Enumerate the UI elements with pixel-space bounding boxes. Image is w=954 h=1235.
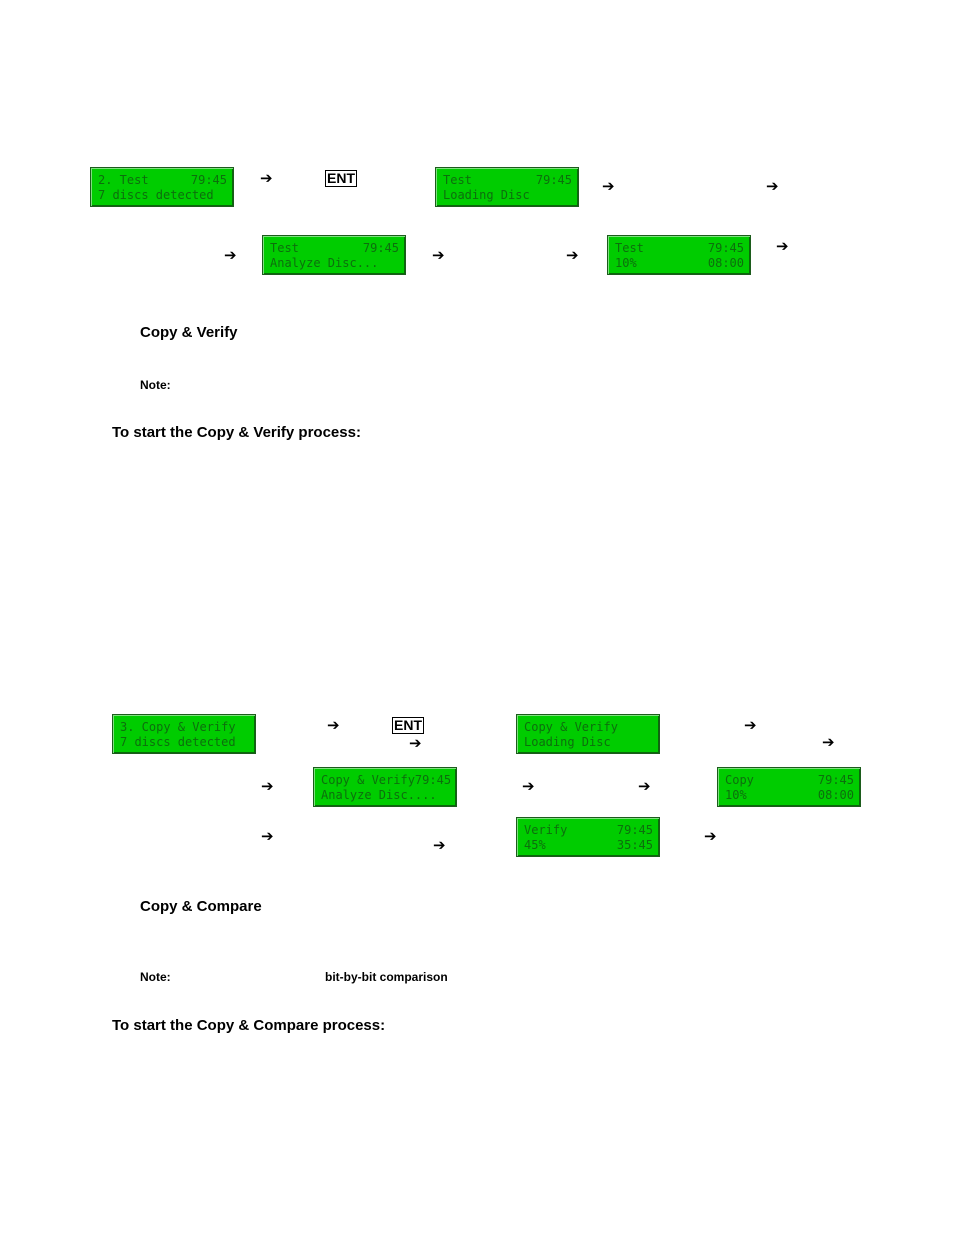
lcd-line1-right: 79:45 <box>817 773 854 787</box>
lcd-cv-detected <box>112 714 256 754</box>
lcd-line1-left: 2. Test <box>98 173 149 187</box>
arrow-icon: ➔ <box>409 734 422 752</box>
ent-key-icon: ENT <box>394 717 422 733</box>
lcd-line1-right: 79:45 <box>535 173 572 187</box>
lcd-line2-left: 45% <box>524 838 546 852</box>
arrow-icon: ➔ <box>260 169 273 187</box>
lcd-cv-analyze <box>313 767 457 807</box>
lcd-line1-left: Copy & Verify <box>321 773 415 787</box>
lcd-line1-left: 3. Copy & Verify <box>120 720 236 734</box>
lcd-line2-left: Loading Disc <box>524 735 611 749</box>
lcd-line2-right: 08:00 <box>707 256 744 270</box>
lcd-test-detected <box>90 167 234 207</box>
note-label: Note: <box>140 970 171 984</box>
arrow-icon: ➔ <box>432 246 445 264</box>
lcd-test-loading <box>435 167 579 207</box>
lcd-line2-right: 35:45 <box>616 838 653 852</box>
arrow-icon: ➔ <box>776 237 789 255</box>
lcd-line1-right: 79:45 <box>190 173 227 187</box>
lcd-test-analyze <box>262 235 406 275</box>
lcd-line2-left: Loading Disc <box>443 188 530 202</box>
note-label: Note: <box>140 378 171 392</box>
lcd-line1-left: Test <box>443 173 472 187</box>
arrow-icon: ➔ <box>327 716 340 734</box>
note-emphasis: bit-by-bit comparison <box>325 970 448 984</box>
arrow-icon: ➔ <box>566 246 579 264</box>
lcd-test-progress <box>607 235 751 275</box>
arrow-icon: ➔ <box>522 777 535 795</box>
arrow-icon: ➔ <box>822 733 835 751</box>
lcd-line1-left: Test <box>270 241 299 255</box>
lcd-line1-left: Test <box>615 241 644 255</box>
lcd-line2-left: Analyze Disc.... <box>321 788 437 802</box>
arrow-icon: ➔ <box>261 827 274 845</box>
section-heading-copy-compare: Copy & Compare <box>140 898 262 915</box>
ent-key-icon: ENT <box>327 170 355 186</box>
lcd-line2-left: 7 discs detected <box>98 188 214 202</box>
arrow-icon: ➔ <box>766 177 779 195</box>
start-heading-copy-verify: To start the Copy & Verify process: <box>112 424 361 441</box>
section-heading-copy-verify: Copy & Verify <box>140 324 238 341</box>
lcd-line1-right: 79:45 <box>616 823 653 837</box>
lcd-line1-left: Copy <box>725 773 754 787</box>
arrow-icon: ➔ <box>638 777 651 795</box>
lcd-line1-left: Copy & Verify <box>524 720 618 734</box>
lcd-line2-left: 7 discs detected <box>120 735 236 749</box>
arrow-icon: ➔ <box>602 177 615 195</box>
arrow-icon: ➔ <box>261 777 274 795</box>
lcd-line2-left: 10% <box>725 788 747 802</box>
start-heading-copy-compare: To start the Copy & Compare process: <box>112 1017 386 1034</box>
lcd-line2-left: Analyze Disc... <box>270 256 379 270</box>
lcd-line2-right: 08:00 <box>817 788 854 802</box>
lcd-cv-loading <box>516 714 660 754</box>
lcd-line1-right: 79:45 <box>362 241 399 255</box>
lcd-line2-left: 10% <box>615 256 637 270</box>
arrow-icon: ➔ <box>704 827 717 845</box>
lcd-line1-left: Verify <box>524 823 568 837</box>
arrow-icon: ➔ <box>433 836 446 854</box>
arrow-icon: ➔ <box>224 246 237 264</box>
lcd-cv-copy-progress <box>717 767 861 807</box>
arrow-icon: ➔ <box>744 716 757 734</box>
lcd-line1-right: 79:45 <box>414 773 452 787</box>
lcd-line1-right: 79:45 <box>707 241 744 255</box>
lcd-cv-verify-progress <box>516 817 660 857</box>
